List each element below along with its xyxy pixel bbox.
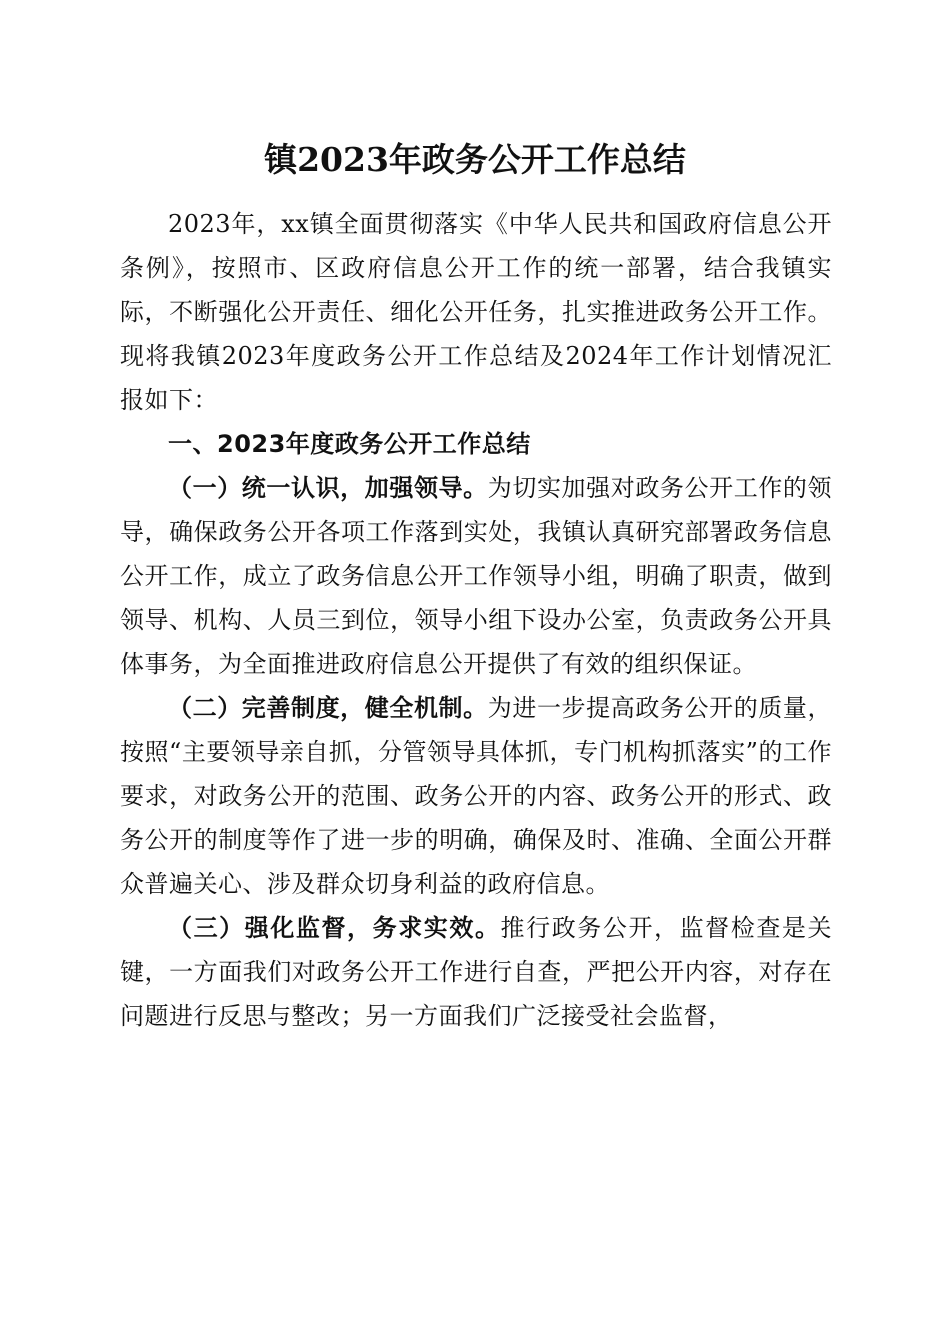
item-lead-2: （二）完善制度，健全机制。 bbox=[168, 693, 488, 722]
item-text-2: 为进一步提高政务公开的质量，按照“主要领导亲自抓，分管领导具体抓，专门机构抓落实”的工作要求，对政务公开的范围、政务公开的内容、政务公开的形式、政务公开的制度等作了进一步的明确，确保及时、准确、全面公开群众普遍关心、涉及群众切身利益的政府信息。 bbox=[120, 694, 832, 898]
item-paragraph-3 bbox=[120, 906, 832, 1038]
document-body bbox=[120, 202, 832, 1038]
section-heading-1: 一、2023年度政务公开工作总结 bbox=[168, 430, 531, 458]
item-lead-3: （三）强化监督，务求实效。 bbox=[168, 913, 501, 942]
item-text-1: 为切实加强对政务公开工作的领导，确保政务公开各项工作落到实处，我镇认真研究部署政务信息公开工作，成立了政务信息公开工作领导小组，明确了职责，做到领导、机构、人员三到位，领导小组下设办公室，负责政务公开具体事务，为全面推进政府信息公开提供了有效的组织保证。 bbox=[120, 474, 832, 678]
intro-paragraph: 2023年，xx镇全面贯彻落实《中华人民共和国政府信息公开条例》，按照市、区政府信息公开工作的统一部署，结合我镇实际，不断强化公开责任、细化公开任务，扎实推进政务公开工作。现将我镇2023年度政务公开工作总结及2024年工作计划情况汇报如下： bbox=[120, 210, 832, 414]
document-title: 镇2023年政务公开工作总结 bbox=[264, 140, 686, 179]
item-paragraph-1 bbox=[120, 466, 832, 686]
item-text-3: 推行政务公开，监督检查是关键，一方面我们对政务公开工作进行自查，严把公开内容，对存在问题进行反思与整改；另一方面我们广泛接受社会监督， bbox=[120, 914, 833, 1030]
item-paragraph-2 bbox=[120, 686, 832, 906]
item-lead-1: （一）统一认识，加强领导。 bbox=[168, 473, 488, 502]
